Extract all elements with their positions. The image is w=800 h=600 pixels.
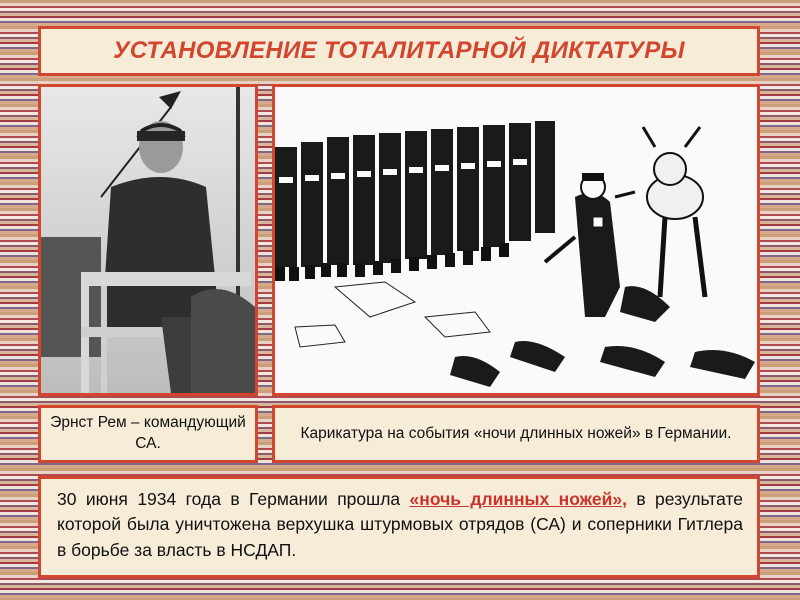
night-of-long-knives-link[interactable]: «ночь длинных ножей», — [409, 489, 627, 509]
rohm-photo-image — [41, 87, 255, 393]
body-panel — [38, 476, 760, 578]
body-text-start: 30 июня 1934 года в Германии прошла — [57, 489, 410, 509]
rohm-photo — [38, 84, 258, 396]
body-text-end: в результате которой была уничтожена верхушка штурмовых отрядов (СА) и соперники Гитлера в борьбе за власть в НСДАП. — [57, 489, 743, 560]
right-photo-caption: Карикатура на события «ночи длинных ножей» в Германии. — [300, 424, 732, 442]
cartoon-drawing — [275, 87, 757, 393]
title-panel — [38, 26, 760, 76]
slide-title: УСТАНОВЛЕНИЕ ТОТАЛИТАРНОЙ ДИКТАТУРЫ — [113, 37, 685, 64]
right-caption-panel — [272, 405, 760, 463]
cartoon-image — [272, 84, 760, 396]
left-caption-panel — [38, 405, 258, 463]
left-photo-caption: Эрнст Рем – командующий СА. — [50, 414, 246, 452]
body-paragraph — [57, 487, 743, 563]
